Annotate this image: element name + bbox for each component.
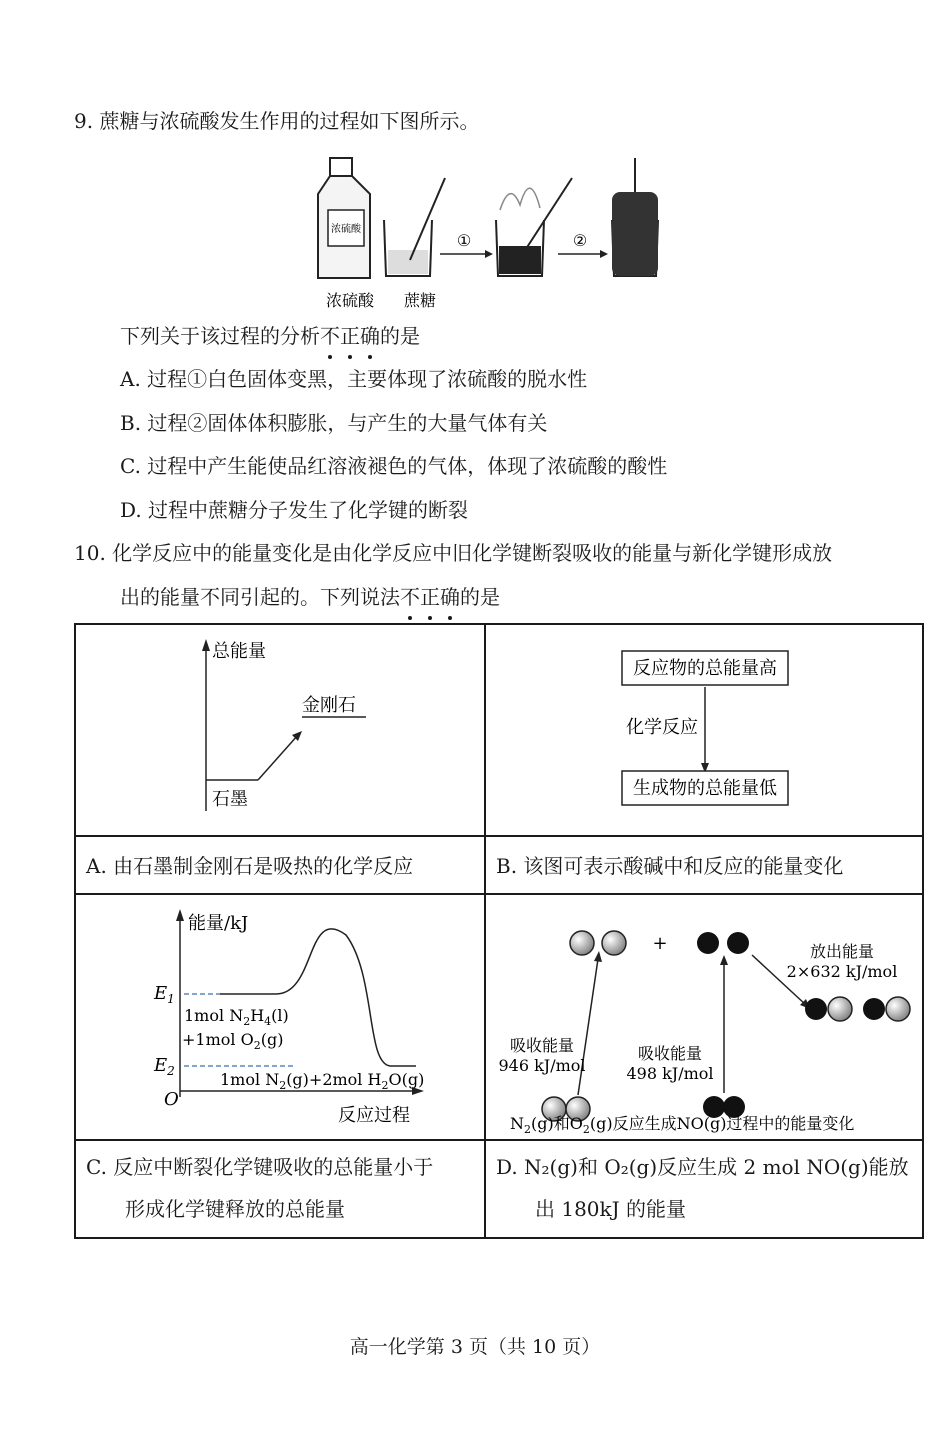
reactant-label-1: 1mol $N_2H_4(l)$ <box>184 1006 289 1028</box>
absorb-energy-o2: 吸收能量 <box>637 1044 703 1063</box>
q10-stem-line2: 出的能量不同引起的。下列说法不正确的是 <box>120 582 500 612</box>
absorb-energy-n2: 吸收能量 <box>509 1036 575 1055</box>
sugar-acid-figure <box>300 150 670 320</box>
o-atom <box>697 932 719 954</box>
sugar-beaker <box>384 178 445 276</box>
label-graphite: 石墨 <box>212 789 248 810</box>
release-energy: 放出能量 <box>809 942 875 961</box>
plus-sign: + <box>652 933 668 954</box>
n-atom <box>602 931 626 955</box>
energy-flow-diagram <box>486 625 922 831</box>
graphite-diamond-diagram <box>76 625 484 831</box>
option-d-text-line1: D. N₂(g)和 O₂(g)反应生成 2 mol NO(g)能放 <box>496 1155 909 1179</box>
axis-total-energy: 总能量 <box>212 641 266 662</box>
e2-label: $E_2$ <box>154 1055 175 1078</box>
axis-energy-kj: 能量/kJ <box>188 913 249 934</box>
origin-label: O <box>164 1089 179 1110</box>
expanded-beaker <box>612 158 658 276</box>
option-d-figure-cell <box>485 894 923 1140</box>
option-a-text: A. 由石墨制金刚石是吸热的化学反应 <box>86 854 414 878</box>
box-reactants-high: 反应物的总能量高 <box>633 658 777 679</box>
option-b-text: B. 该图可表示酸碱中和反应的能量变化 <box>496 854 844 878</box>
black-beaker <box>496 178 572 276</box>
o-atom <box>727 932 749 954</box>
n-atom <box>570 931 594 955</box>
option-c-text-line1: C. 反应中断裂化学键吸收的总能量小于 <box>86 1155 434 1179</box>
option-d-text-cell <box>485 1140 923 1238</box>
option-b-text-cell <box>485 836 923 894</box>
hydrazine-energy-diagram <box>76 895 484 1135</box>
box-products-low: 生成物的总能量低 <box>633 778 777 799</box>
absorb-value-o2: 498 kJ/mol <box>626 1064 714 1083</box>
n2-o2-bond-energy-diagram <box>486 895 922 1135</box>
option-b-figure-cell <box>485 624 923 836</box>
option-a-figure-cell <box>75 624 485 836</box>
q9-ask: 下列关于该过程的分析不正确的是 <box>120 321 420 351</box>
release-value: 2×632 kJ/mol <box>786 962 898 981</box>
no-molecule <box>805 998 827 1020</box>
page-footer: 高一化学第 3 页（共 10 页） <box>349 1336 601 1358</box>
e1-label: $E_1$ <box>154 983 175 1006</box>
q9-option-c: C. 过程中产生能使品红溶液褪色的气体，体现了浓硫酸的酸性 <box>120 454 668 478</box>
q10-options-table <box>74 623 924 1239</box>
caption-sugar: 蔗糖 <box>403 291 437 310</box>
q10-stem-line1: 10. 化学反应中的能量变化是由化学反应中旧化学键断裂吸收的能量与新化学键形成放 <box>74 541 833 565</box>
option-a-text-cell <box>75 836 485 894</box>
caption-acid: 浓硫酸 <box>325 291 375 310</box>
absorb-value-n2: 946 kJ/mol <box>498 1056 586 1075</box>
step2-label: ② <box>572 231 588 250</box>
no-molecule <box>863 998 885 1020</box>
axis-reaction-process: 反应过程 <box>338 1105 410 1126</box>
diagram-caption: $N_2(g)$和$O_2(g)$反应生成NO(g)过程中的能量变化 <box>510 1114 855 1135</box>
q9-stem: 9. 蔗糖与浓硫酸发生作用的过程如下图所示。 <box>74 109 480 133</box>
product-label: 1mol $N_2(g)+2mol$ $H_2O(g)$ <box>220 1070 425 1092</box>
option-c-text-line2: 形成化学键释放的总能量 <box>125 1197 345 1221</box>
option-c-figure-cell <box>75 894 485 1140</box>
acid-bottle <box>318 158 370 278</box>
label-chemical-reaction: 化学反应 <box>626 717 698 738</box>
q9-option-a: A. 过程①白色固体变黑，主要体现了浓硫酸的脱水性 <box>120 367 588 391</box>
bottle-label: 浓硫酸 <box>331 224 361 235</box>
option-c-text-cell <box>75 1140 485 1238</box>
q9-option-d: D. 过程中蔗糖分子发生了化学键的断裂 <box>120 498 469 522</box>
reactant-label-2: +1mol $O_2(g)$ <box>182 1030 284 1052</box>
label-diamond: 金刚石 <box>302 695 356 716</box>
step1-label: ① <box>456 231 472 250</box>
q9-option-b: B. 过程②固体体积膨胀，与产生的大量气体有关 <box>120 411 548 435</box>
option-d-text-line2: 出 180kJ 的能量 <box>535 1197 687 1221</box>
